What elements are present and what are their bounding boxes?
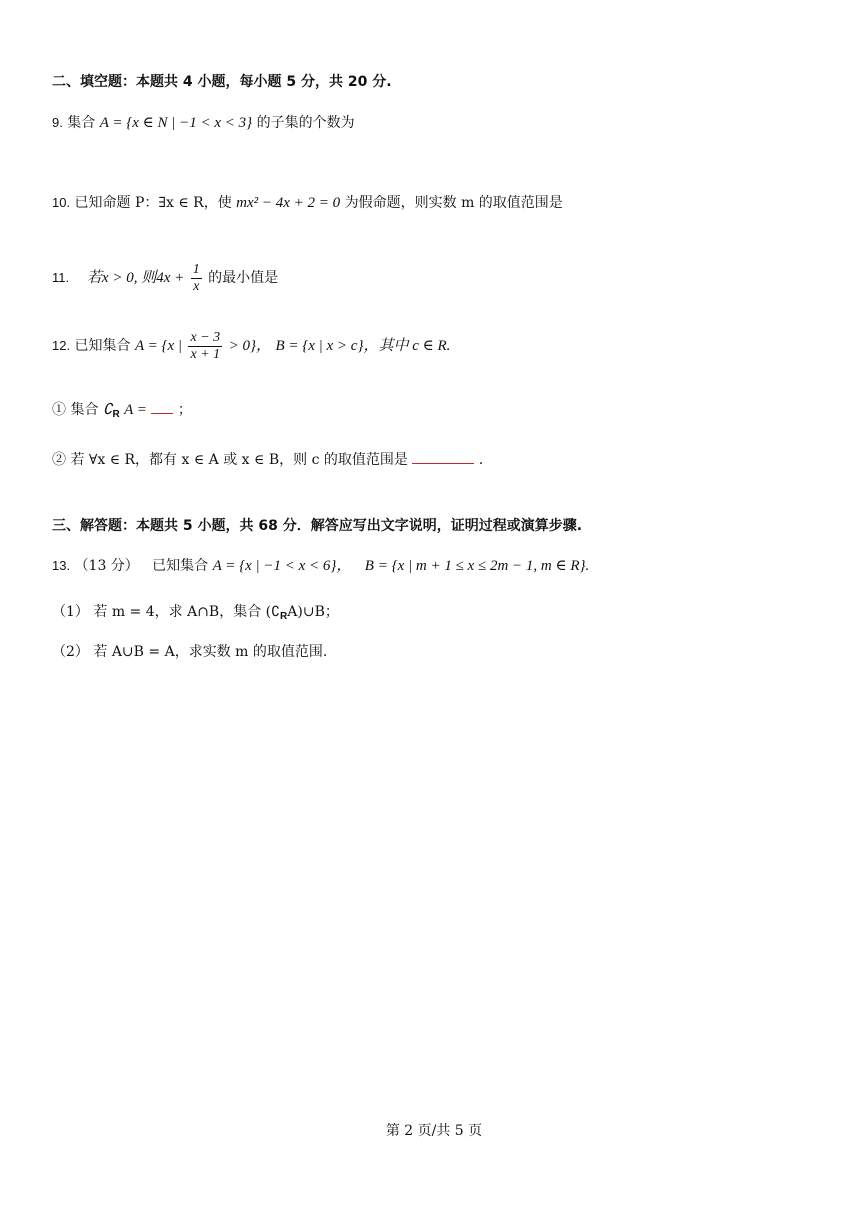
- part-text: 若 A∪B = A，求实数 m 的取值范围.: [93, 644, 328, 660]
- part-label: （2）: [52, 644, 89, 660]
- fraction-numerator: 1: [192, 261, 200, 277]
- set-a-tail: > 0}，: [228, 338, 271, 354]
- question-prefix: 集合: [67, 115, 96, 131]
- question-formula: A = {x ∈ N | −1 < x < 3}: [99, 115, 253, 131]
- part-end: ；: [177, 402, 192, 418]
- complement-subscript: R: [280, 611, 288, 622]
- fraction: [191, 262, 202, 295]
- question-number: 9.: [52, 115, 63, 130]
- question-suffix: 的子集的个数为: [256, 115, 355, 131]
- question-score: （13 分）: [74, 558, 139, 574]
- question-prefix: 已知集合: [152, 558, 209, 574]
- section-heading-text: 二、填空题：本题共 4 小题，每小题 5 分，共 20 分.: [52, 74, 392, 90]
- part-text: 若 m = 4，求 A∩B，集合 (∁: [93, 604, 281, 620]
- question-suffix: 的最小值是: [208, 270, 279, 286]
- question-number: 11.: [52, 270, 70, 285]
- question-9: [52, 113, 355, 133]
- page-number: 第 2 页/共 5 页: [385, 1123, 483, 1139]
- question-11: [52, 260, 278, 296]
- question-13-part-2: [52, 642, 327, 662]
- part-marker: ①: [52, 402, 66, 418]
- part-tail: A)∪B；: [287, 604, 339, 620]
- fraction-denominator: x: [193, 278, 200, 294]
- question-number: 12.: [52, 338, 71, 353]
- fraction: [188, 330, 222, 363]
- question-10: [52, 193, 563, 213]
- part-end: .: [478, 452, 484, 468]
- question-prefix: 已知集合: [74, 338, 131, 354]
- fraction-numerator: x − 3: [190, 329, 221, 345]
- fraction-denominator: x + 1: [190, 346, 221, 362]
- question-prefix: 已知命题 P：∃x ∈ R，使: [74, 195, 232, 211]
- question-13-part-1: [52, 602, 339, 627]
- part-label: （1）: [52, 604, 89, 620]
- question-12: [52, 326, 450, 366]
- part-formula: A =: [124, 402, 147, 418]
- set-b: B = {x | m + 1 ≤ x ≤ 2m − 1, m ∈ R}.: [364, 558, 590, 574]
- complement-symbol: ∁: [102, 402, 113, 418]
- set-a-lead: A = {x |: [134, 338, 183, 354]
- section-heading-solutions: [52, 516, 582, 536]
- set-b: B = {x | x > c}，其中 c ∈ R.: [275, 338, 451, 354]
- page-footer: [0, 1120, 868, 1140]
- question-12-part-2: [52, 450, 483, 470]
- question-suffix: 为假命题，则实数 m 的取值范围是: [344, 195, 563, 211]
- set-a: A = {x | −1 < x < 6}，: [212, 558, 352, 574]
- section-heading-fill-in: [52, 72, 392, 92]
- section-heading-text: 三、解答题：本题共 5 小题，共 68 分．解答应写出文字说明，证明过程或演算步骤.: [52, 518, 583, 534]
- answer-blank: [151, 401, 173, 414]
- answer-blank: [412, 451, 474, 464]
- question-13: [52, 556, 589, 576]
- part-text: 若 ∀x ∈ R，都有 x ∈ A 或 x ∈ B，则 c 的取值范围是: [70, 452, 408, 468]
- question-number: 10.: [52, 195, 71, 210]
- question-prefix: 若x > 0, 则4x +: [86, 270, 185, 286]
- question-number: 13.: [52, 558, 71, 573]
- question-formula: mx² − 4x + 2 = 0: [236, 195, 341, 211]
- complement-subscript: R: [112, 409, 120, 420]
- question-12-part-1: [52, 400, 192, 425]
- part-marker: ②: [52, 452, 66, 468]
- part-prefix: 集合: [70, 402, 99, 418]
